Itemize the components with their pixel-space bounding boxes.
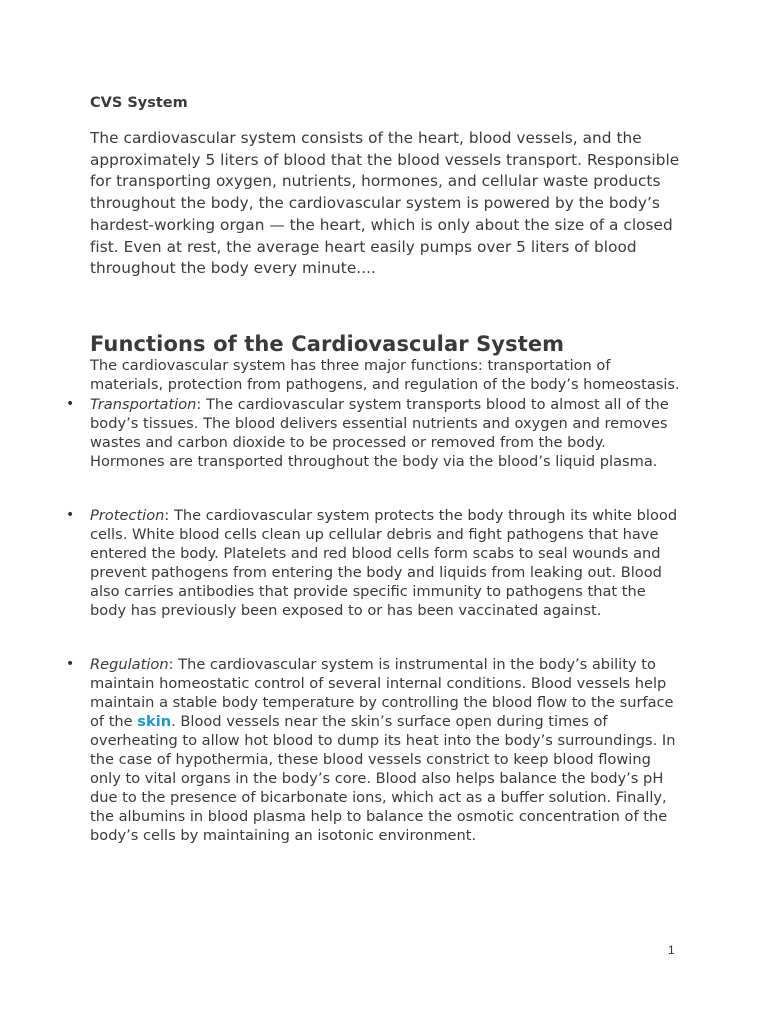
list-item-transportation bbox=[66, 395, 680, 471]
document-title: CVS System bbox=[90, 95, 188, 111]
list-item-regulation bbox=[66, 655, 680, 845]
bullet-icon: • bbox=[66, 395, 75, 412]
function-description: : The cardiovascular system is instrumental in the body’s ability to maintain homeostatic control of several internal conditions. Blood vessels help maintain a stable body temperature by controlling the blood flow to the surface of the bbox=[90, 655, 674, 730]
page-number: 1 bbox=[668, 943, 675, 957]
function-description-continued: . Blood vessels near the skin’s surface open during times of overheating to allow hot blood to dump its heat into the body’s surroundings. In the case of hypothermia, these blood vessels constrict to keep blood flowing only to vital organs in the body’s core. Blood also helps balance the body’s pH due to the presence of bicarbonate ions, which act as a buffer solution. Finally, the albumins in blood plasma help to balance the osmotic concentration of the body’s cells by maintaining an isotonic environment. bbox=[90, 712, 676, 844]
function-description: : The cardiovascular system protects the body through its white blood cells. White blood cells clean up cellular debris and fight pathogens that have entered the body. Platelets and red blood cells form scabs to seal wounds and prevent pathogens from entering the body and liquids from leaking out. Blood also carries antibodies that provide specific immunity to pathogens that the body has previously been exposed to or has been vaccinated against. bbox=[90, 506, 678, 619]
function-term: Protection bbox=[90, 506, 165, 524]
skin-link[interactable]: skin bbox=[137, 712, 172, 730]
section-heading: Functions of the Cardiovascular System bbox=[90, 331, 565, 356]
section-intro-paragraph: The cardiovascular system has three major functions: transportation of materials, protection from pathogens, and regulation of the body’s homeostasis. bbox=[90, 356, 680, 393]
bullet-icon: • bbox=[66, 506, 75, 523]
function-term: Transportation bbox=[90, 395, 197, 413]
bullet-icon: • bbox=[66, 655, 75, 672]
functions-list bbox=[66, 395, 680, 845]
function-term: Regulation bbox=[90, 655, 169, 673]
document-page bbox=[66, 94, 680, 845]
intro-paragraph: The cardiovascular system consists of the heart, blood vessels, and the approximately 5 liters of blood that the blood vessels transport. Responsible for transporting oxygen, nutrients, hormones, and cellular waste products throughout the body, the cardiovascular system is powered by the body’s hardest-working organ — the heart, which is only about the size of a closed fist. Even at rest, the average heart easily pumps over 5 liters of blood throughout the body every minute.... bbox=[90, 129, 680, 278]
function-description: : The cardiovascular system transports blood to almost all of the body’s tissues. The blood delivers essential nutrients and oxygen and removes wastes and carbon dioxide to be processed or removed from the body. Hormones are transported throughout the body via the blood’s liquid plasma. bbox=[90, 395, 669, 470]
list-item-protection bbox=[66, 506, 680, 620]
